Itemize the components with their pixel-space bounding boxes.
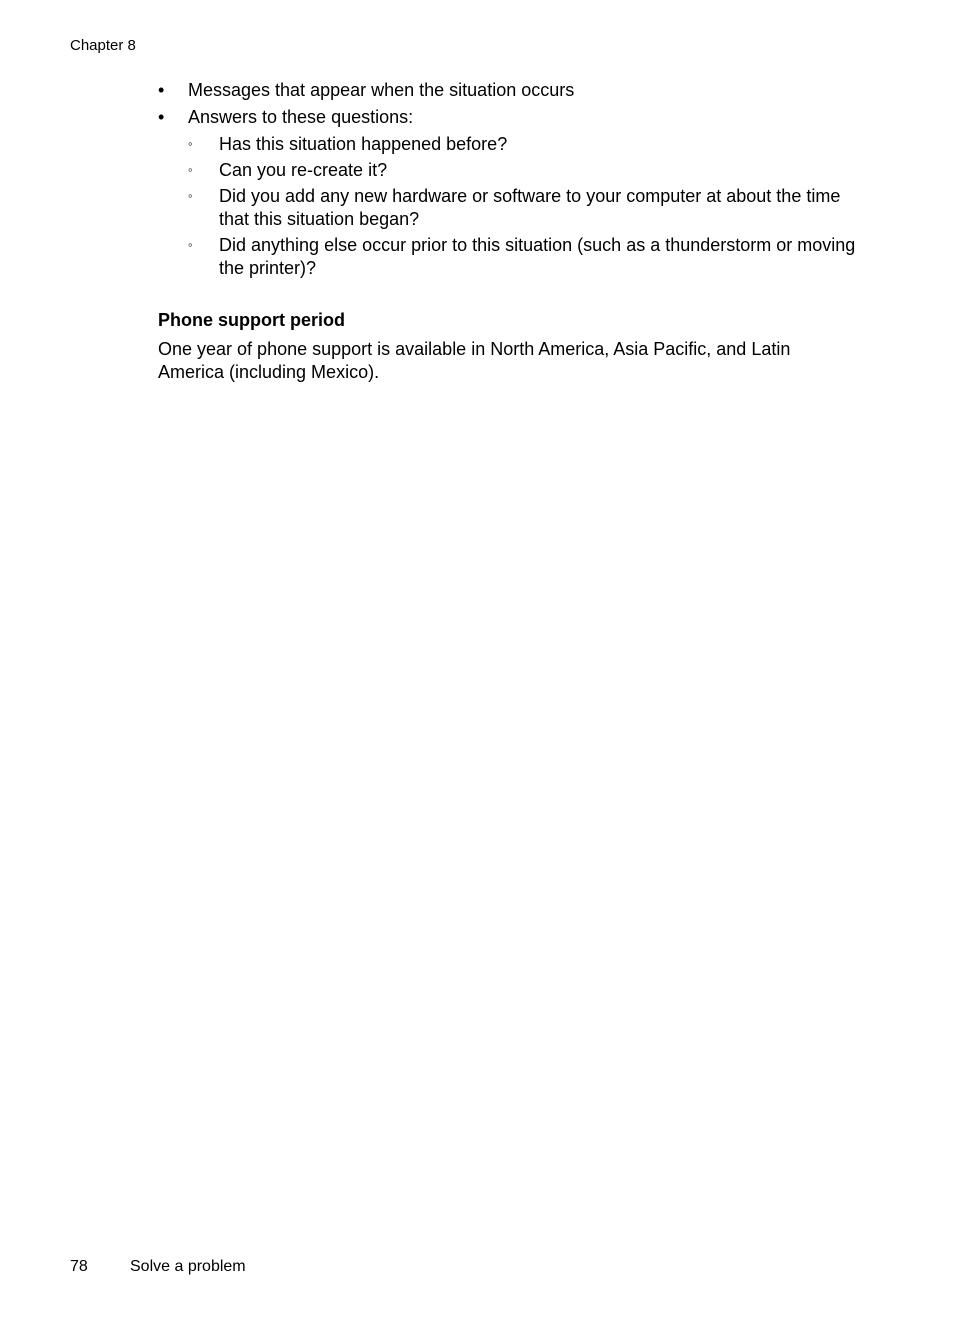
sub-list: [188, 133, 868, 280]
running-header: Chapter 8: [70, 37, 136, 54]
sub-list-item-text: Did you add any new hardware or software to your computer at about the time that this situation began?: [219, 186, 841, 229]
list-item: [158, 79, 868, 102]
list-item-text: Messages that appear when the situation occurs: [188, 80, 575, 100]
phone-support-section: [158, 309, 858, 384]
circle-bullet-icon: ◦: [188, 136, 193, 151]
list-item-text: Answers to these questions:: [188, 107, 414, 127]
requirements-list: [158, 79, 868, 284]
sub-list-item-text: Did anything else occur prior to this situation (such as a thunderstorm or moving the printer)?: [219, 235, 856, 278]
sub-list-item: [188, 234, 868, 280]
bullet-icon: •: [158, 107, 165, 127]
circle-bullet-icon: ◦: [188, 237, 193, 252]
sub-list-item-text: Has this situation happened before?: [219, 134, 508, 154]
sub-list-item-text: Can you re-create it?: [219, 160, 388, 180]
section-heading: Phone support period: [158, 310, 345, 330]
list-item: [158, 106, 868, 280]
sub-list-item: [188, 185, 868, 231]
sub-list-item: [188, 159, 868, 182]
circle-bullet-icon: ◦: [188, 162, 193, 177]
sub-list-item: [188, 133, 868, 156]
section-body: One year of phone support is available in North America, Asia Pacific, and Latin America (including Mexico).: [158, 339, 791, 382]
footer-section-title: Solve a problem: [130, 1258, 246, 1275]
circle-bullet-icon: ◦: [188, 188, 193, 203]
page-footer: [70, 1257, 246, 1276]
bullet-icon: •: [158, 80, 165, 100]
page-number: 78: [70, 1258, 88, 1275]
